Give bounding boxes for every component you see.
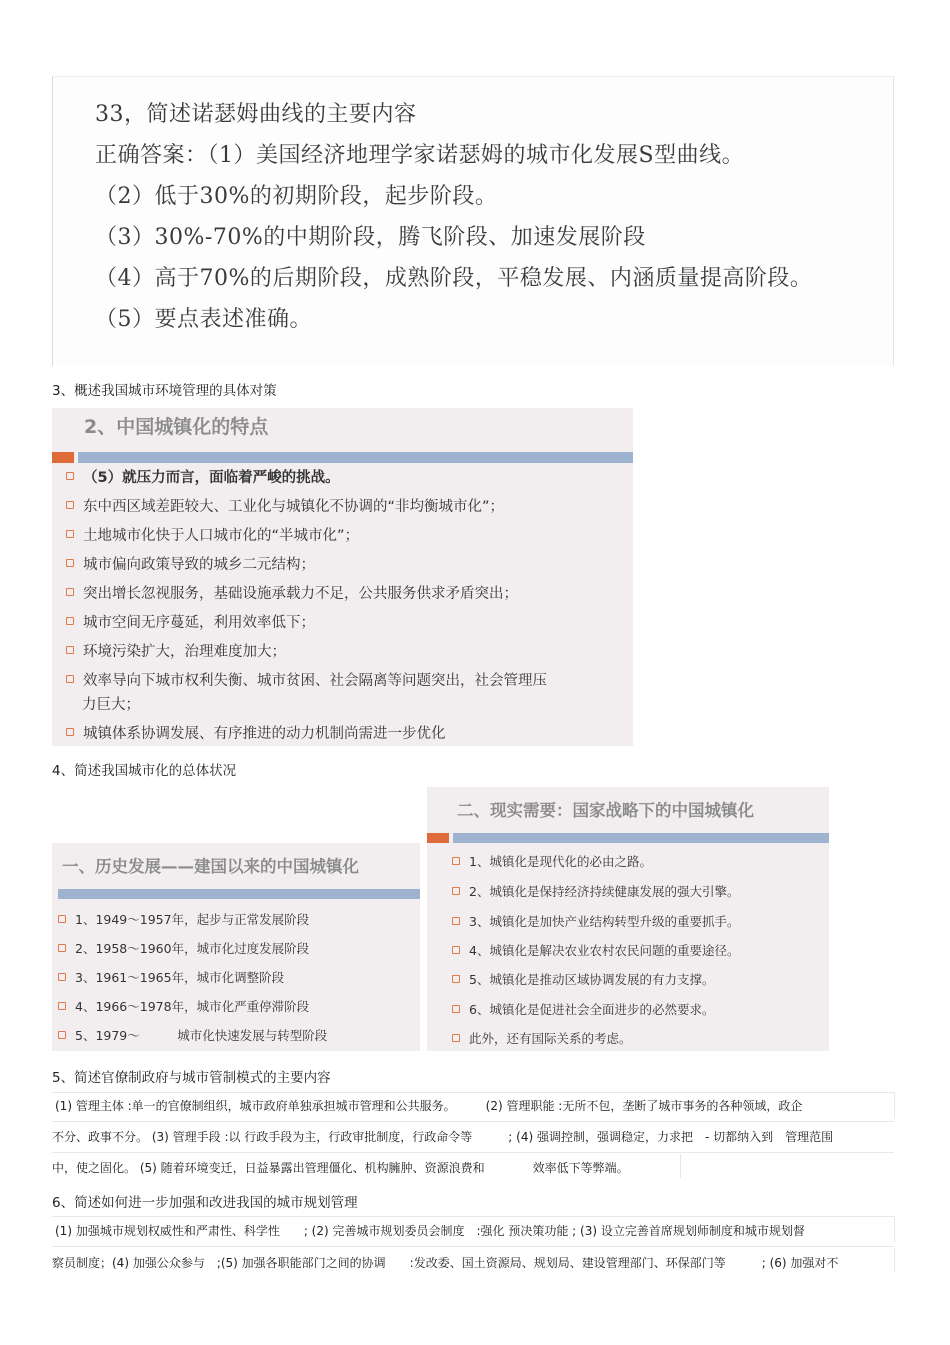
square-bullet-icon bbox=[452, 1034, 460, 1042]
table-rule bbox=[52, 1152, 894, 1153]
slide-history-urbanization bbox=[52, 843, 420, 1051]
list-item: 此外，还有国际关系的考虑。 bbox=[452, 1029, 632, 1047]
list-item: 东中西区域差距较大、工业化与城镇化不协调的“非均衡城市化”； bbox=[66, 495, 504, 516]
table-rule bbox=[680, 1154, 681, 1178]
section-6-line: 察员制度；(4) 加强公众参与 ;(5) 加强各职能部门之间的协调 :发改委、国土资源局、规划局、建设管理部门、环保部门等 ; (6) 加强对不 bbox=[52, 1256, 839, 1270]
q33-answer-line: （4）高于70%的后期阶段，成熟阶段，平稳发展、内涵质量提高阶段。 bbox=[95, 266, 813, 291]
square-bullet-icon bbox=[58, 915, 66, 923]
q33-answer-line: （3）30%-70%的中期阶段，腾飞阶段、加速发展阶段 bbox=[95, 225, 646, 250]
square-bullet-icon bbox=[58, 973, 66, 981]
list-item: 5、城镇化是推动区域协调发展的有力支撑。 bbox=[452, 970, 714, 988]
list-item: 1、城镇化是现代化的必由之路。 bbox=[452, 852, 652, 870]
q33-answer-block bbox=[52, 76, 894, 366]
slide-divider-bar bbox=[78, 452, 633, 463]
section-5-line: 中，使之固化。 (5) 随着环境变迁，日益暴露出管理僵化、机构臃肿、资源浪费和 效率低下等弊端。 bbox=[52, 1161, 629, 1175]
q33-answer-line: （2）低于30%的初期阶段，起步阶段。 bbox=[95, 184, 498, 209]
list-item: 3、1961～1965年，城市化调整阶段 bbox=[58, 968, 284, 986]
section-5-heading: 5、简述官僚制政府与城市管制模式的主要内容 bbox=[52, 1070, 331, 1086]
square-bullet-icon bbox=[66, 675, 74, 683]
list-item: 3、城镇化是加快产业结构转型升级的重要抓手。 bbox=[452, 912, 739, 930]
slide-title: 2、中国城镇化的特点 bbox=[84, 416, 269, 438]
slide-urbanization-features bbox=[52, 408, 633, 746]
list-item: 5、1979～ 城市化快速发展与转型阶段 bbox=[58, 1026, 327, 1044]
square-bullet-icon bbox=[452, 857, 460, 865]
table-rule bbox=[52, 1092, 894, 1093]
square-bullet-icon bbox=[66, 472, 74, 480]
list-item: 2、1958～1960年，城市化过度发展阶段 bbox=[58, 939, 309, 957]
section-3-heading: 3、概述我国城市环境管理的具体对策 bbox=[52, 383, 277, 399]
section-5-line: (1) 管理主体 :单一的官僚制组织，城市政府单独承担城市管理和公共服务。 (2) 管理职能 :无所不包，垄断了城市事务的各种领域，政企 bbox=[55, 1099, 803, 1113]
table-rule bbox=[52, 1246, 894, 1247]
table-rule bbox=[894, 1092, 895, 1118]
square-bullet-icon bbox=[452, 946, 460, 954]
square-bullet-icon bbox=[66, 530, 74, 538]
list-item: 1、1949～1957年，起步与正常发展阶段 bbox=[58, 910, 309, 928]
q33-question: 33，简述诺瑟姆曲线的主要内容 bbox=[95, 102, 417, 127]
square-bullet-icon bbox=[58, 1031, 66, 1039]
list-item: 城市空间无序蔓延，利用效率低下； bbox=[66, 611, 315, 632]
list-item: 4、1966～1978年，城市化严重停滞阶段 bbox=[58, 997, 309, 1015]
list-item: 6、城镇化是促进社会全面进步的必然要求。 bbox=[452, 1000, 714, 1018]
square-bullet-icon bbox=[66, 559, 74, 567]
square-bullet-icon bbox=[58, 1002, 66, 1010]
q33-answer-line: 正确答案：（1）美国经济地理学家诺瑟姆的城市化发展S型曲线。 bbox=[95, 143, 745, 168]
list-item: 城市偏向政策导致的城乡二元结构； bbox=[66, 553, 315, 574]
square-bullet-icon bbox=[66, 617, 74, 625]
slide-title: 一、历史发展——建国以来的中国城镇化 bbox=[62, 857, 359, 876]
list-item: 突出增长忽视服务，基础设施承载力不足，公共服务供求矛盾突出； bbox=[66, 582, 518, 603]
slide-accent-bar bbox=[427, 833, 449, 843]
slide-divider-bar bbox=[453, 833, 829, 843]
section-6-heading: 6、简述如何进一步加强和改进我国的城市规划管理 bbox=[52, 1195, 358, 1211]
square-bullet-icon bbox=[452, 975, 460, 983]
list-item: 2、城镇化是保持经济持续健康发展的强大引擎。 bbox=[452, 882, 739, 900]
list-item: （5）就压力而言，面临着严峻的挑战。 bbox=[66, 466, 340, 487]
square-bullet-icon bbox=[66, 728, 74, 736]
section-5-line: 不分、政事不分。 (3) 管理手段 :以 行政手段为主，行政审批制度，行政命令等 ; (4) 强调控制，强调稳定，力求把 - 切都纳入到 管理范围 bbox=[52, 1130, 834, 1144]
list-item: 4、城镇化是解决农业农村农民问题的重要途径。 bbox=[452, 941, 739, 959]
slide-national-strategy bbox=[427, 787, 829, 1051]
square-bullet-icon bbox=[66, 501, 74, 509]
square-bullet-icon bbox=[452, 1005, 460, 1013]
table-rule bbox=[52, 1216, 894, 1217]
table-rule bbox=[894, 1248, 895, 1272]
slide-title: 二、现实需要：国家战略下的中国城镇化 bbox=[457, 801, 754, 820]
list-item-continuation: 力巨大； bbox=[82, 697, 140, 713]
slide-accent-bar bbox=[52, 452, 74, 463]
section-6-line: (1) 加强城市规划权威性和严肃性、科学性 ; (2) 完善城市规划委员会制度 :强化 预决策功能 ; (3) 设立完善首席规划师制度和城市规划督 bbox=[55, 1224, 805, 1238]
list-item: 环境污染扩大，治理难度加大； bbox=[66, 640, 286, 661]
section-4-heading: 4、简述我国城市化的总体状况 bbox=[52, 763, 237, 779]
square-bullet-icon bbox=[66, 646, 74, 654]
table-rule bbox=[894, 1216, 895, 1242]
square-bullet-icon bbox=[452, 917, 460, 925]
slide-divider-bar bbox=[58, 889, 420, 899]
list-item: 城镇体系协调发展、有序推进的动力机制尚需进一步优化 bbox=[66, 722, 446, 743]
list-item: 效率导向下城市权利失衡、城市贫困、社会隔离等问题突出，社会管理压 bbox=[66, 669, 547, 690]
square-bullet-icon bbox=[66, 588, 74, 596]
square-bullet-icon bbox=[58, 944, 66, 952]
q33-answer-line: （5）要点表述准确。 bbox=[95, 307, 312, 332]
list-item: 土地城市化快于人口城市化的“半城市化”； bbox=[66, 524, 359, 545]
square-bullet-icon bbox=[452, 887, 460, 895]
table-rule bbox=[52, 1121, 894, 1122]
